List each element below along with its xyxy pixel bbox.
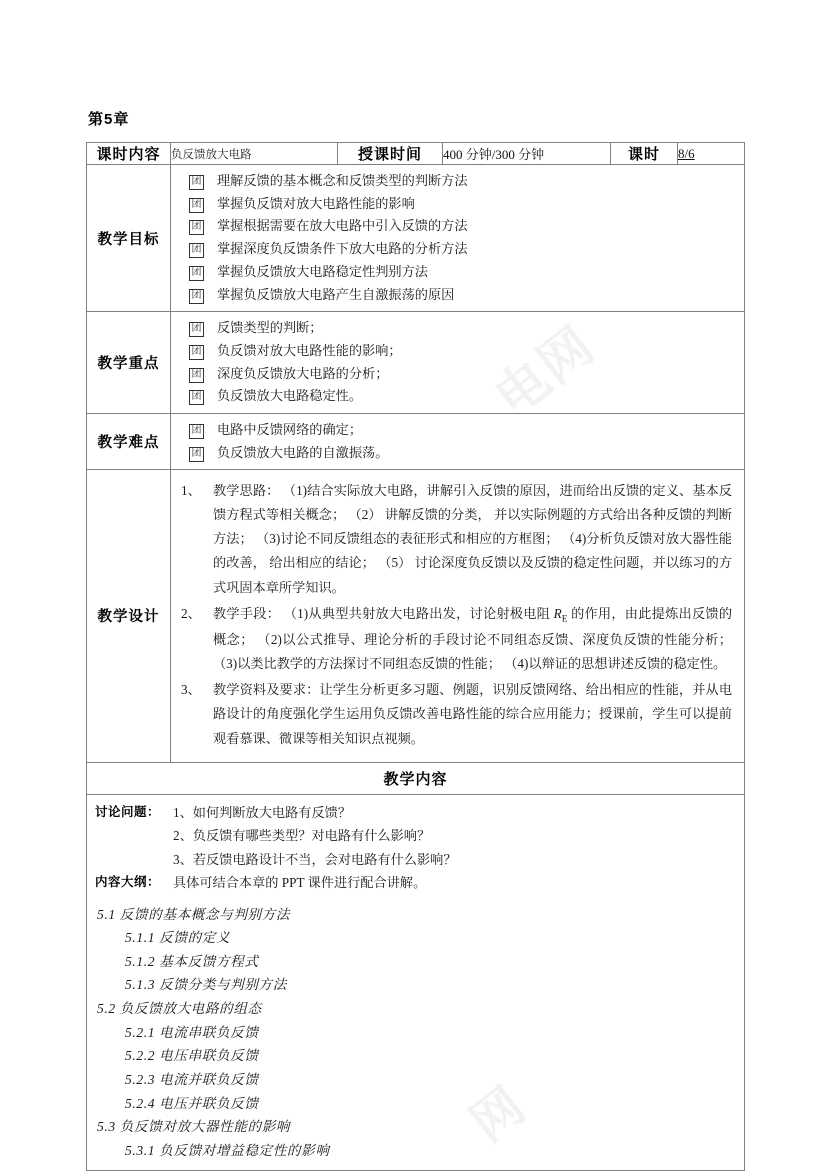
value-course-content: 负反馈放大电路 <box>171 143 338 165</box>
list-item <box>181 442 738 465</box>
discussion-label: 讨论问题： <box>95 804 161 819</box>
watermark-text: 电网 <box>484 315 606 428</box>
label-teaching-design: 教学设计 <box>87 470 171 762</box>
bullet-square-icon: 团 <box>189 447 204 462</box>
outline-entry-level-2: 5.2.4 电压并联负反馈 <box>125 1095 259 1111</box>
outline-entry-level-2: 5.3.1 负反馈对增益稳定性的影响 <box>125 1142 330 1158</box>
cell-teaching-objectives <box>171 165 745 312</box>
cell-content-banner <box>87 762 745 794</box>
design-item-number: 2、 <box>181 605 201 621</box>
list-item <box>181 238 738 261</box>
cell-content-body <box>87 794 745 1170</box>
bullet-square-icon: 团 <box>189 322 204 337</box>
discussion-row <box>95 848 734 872</box>
class-hours-text: 8/6 <box>678 145 695 161</box>
difficulty-text: 负反馈放大电路的自激振荡。 <box>217 444 389 460</box>
list-item <box>181 261 738 284</box>
watermark-text: 网 <box>460 1076 537 1153</box>
bullet-square-icon: 团 <box>189 424 204 439</box>
outline-entry-level-1: 5.3 负反馈对放大器性能的影响 <box>97 1119 291 1135</box>
variable-resistance-re: $R_E$ <box>553 605 568 625</box>
bullet-square-icon: 团 <box>189 220 204 235</box>
outline-entry-level-1: 5.2 负反馈放大电路的组态 <box>97 1001 262 1017</box>
table-row-objectives <box>87 165 745 312</box>
list-item <box>181 340 738 363</box>
objective-text: 掌握负反馈对放大电路性能的影响 <box>217 195 415 211</box>
list-item <box>181 193 738 216</box>
cell-teaching-design <box>171 470 745 762</box>
list-item <box>181 385 738 408</box>
page-title: 第5章 <box>88 111 130 128</box>
outline-entry-level-2: 5.1.3 反馈分类与判别方法 <box>125 977 287 993</box>
design-list <box>171 470 744 761</box>
outline-entry-level-2: 5.2.2 电压串联负反馈 <box>125 1048 259 1064</box>
list-item <box>181 317 738 340</box>
label-teaching-difficulties: 教学难点 <box>87 414 171 470</box>
design-item-body: 教学手段： （1)从典型共射放大电路出发，讨论射极电阻 $R_E$ 的作用，由此提炼出反馈的概念； （2)以公式推导、理论分析的手段讨论不同组态反馈、深度负反馈的性能分析； （3)以类比教学的方法探讨不同组态反馈的性能； （4)以辩证的思想讲述反馈的稳定性。 <box>213 605 733 672</box>
table-row-content-banner <box>87 762 745 794</box>
outline-entry-level-2: 5.1.2 基本反馈方程式 <box>125 953 259 969</box>
list-item <box>181 363 738 386</box>
objective-text: 理解反馈的基本概念和反馈类型的判断方法 <box>217 173 468 188</box>
discussion-question-text: 2、负反馈有哪些类型？对电路有什么影响？ <box>173 828 431 844</box>
list-item <box>181 284 738 307</box>
difficulties-list <box>171 414 744 469</box>
discussion-question-text: 1、如何判断放大电路有反馈？ <box>173 804 352 820</box>
outline-label: 内容大纲： <box>95 875 161 890</box>
label-course-content: 课时内容 <box>87 143 171 165</box>
bullet-square-icon: 团 <box>189 368 204 383</box>
bullet-square-icon: 团 <box>189 243 204 258</box>
outline-entry-level-2: 5.2.1 电流串联负反馈 <box>125 1024 259 1040</box>
value-teaching-time: 400 分钟/300 分钟 <box>443 143 611 165</box>
teaching-content-banner: 教学内容 <box>383 770 448 788</box>
discussion-block <box>87 795 744 901</box>
key-point-text: 负反馈放大电路稳定性。 <box>217 388 363 404</box>
design-item <box>179 479 732 599</box>
table-row-key-points <box>87 312 745 414</box>
outline-block <box>87 901 744 1170</box>
list-item <box>181 170 738 193</box>
objective-text: 掌握负反馈放大电路稳定性判别方法 <box>217 263 428 279</box>
cell-teaching-key-points <box>171 312 745 414</box>
discussion-question-text: 3、若反馈电路设计不当，会对电路有什么影响？ <box>173 851 457 867</box>
design-item <box>179 678 732 750</box>
lesson-plan-table <box>86 142 745 1171</box>
outline-intro-text: 具体可结合本章的 PPT 课件进行配合讲解。 <box>173 875 427 891</box>
design-item-body: 教学思路： （1)结合实际放大电路，讲解引入反馈的原因，进而给出反馈的定义、基本反馈方程式等相关概念； （2） 讲解反馈的分类， 并以实际例题的方式给出各种反馈的判断方法； （3)讨论不同反馈组态的表征形式和相应的方框图； （4)分析负反馈对放大器性能的改善， 给出相应的结论； （5） 讨论深度负反馈以及反馈的稳定性问题，并以练习的方式巩固本章所学知识。 <box>213 483 733 595</box>
outline-entry-level-1: 5.1 反馈的基本概念与判别方法 <box>97 906 291 922</box>
design-item-number: 3、 <box>181 682 201 698</box>
difficulty-text: 电路中反馈网络的确定； <box>217 422 363 438</box>
bullet-square-icon: 团 <box>189 266 204 281</box>
bullet-square-icon: 团 <box>189 390 204 405</box>
cell-teaching-difficulties <box>171 414 745 470</box>
list-item <box>181 215 738 238</box>
outline-entry-level-2: 5.1.1 反馈的定义 <box>125 930 231 946</box>
objective-text: 掌握负反馈放大电路产生自激振荡的原因 <box>217 286 455 302</box>
design-item-body: 教学资料及要求：让学生分析更多习题、例题，识别反馈网络、给出相应的性能，并从电路设计的角度强化学生运用负反馈改善电路性能的综合应用能力；授课前，学生可以提前观看慕课、微课等相关知识点视频。 <box>213 682 733 746</box>
value-class-hours <box>678 143 745 165</box>
list-item <box>181 419 738 442</box>
table-row-design <box>87 470 745 762</box>
label-teaching-time: 授课时间 <box>338 143 443 165</box>
discussion-row <box>95 801 734 825</box>
bullet-square-icon: 团 <box>189 345 204 360</box>
bullet-square-icon: 团 <box>189 198 204 213</box>
key-point-text: 反馈类型的判断； <box>217 320 323 336</box>
discussion-row <box>95 824 734 848</box>
objective-text: 掌握根据需要在放大电路中引入反馈的方法 <box>217 218 468 234</box>
table-row-info <box>87 143 745 165</box>
key-point-text: 负反馈对放大电路性能的影响； <box>217 342 402 358</box>
bullet-square-icon: 团 <box>189 289 204 304</box>
label-class-hours: 课时 <box>611 143 678 165</box>
label-teaching-objectives: 教学目标 <box>87 165 171 312</box>
bullet-square-icon: 团 <box>189 175 204 190</box>
table-row-difficulties <box>87 414 745 470</box>
outline-intro-row <box>95 871 734 895</box>
design-item-number: 1、 <box>181 483 201 499</box>
table-row-content-body <box>87 794 745 1170</box>
objective-text: 掌握深度负反馈条件下放大电路的分析方法 <box>217 241 468 257</box>
design-item <box>179 602 732 677</box>
key-point-text: 深度负反馈放大电路的分析； <box>217 365 389 381</box>
objectives-list <box>171 165 744 311</box>
outline-entry-level-2: 5.2.3 电流并联负反馈 <box>125 1072 259 1087</box>
key-points-list <box>171 312 744 413</box>
label-teaching-key-points: 教学重点 <box>87 312 171 414</box>
